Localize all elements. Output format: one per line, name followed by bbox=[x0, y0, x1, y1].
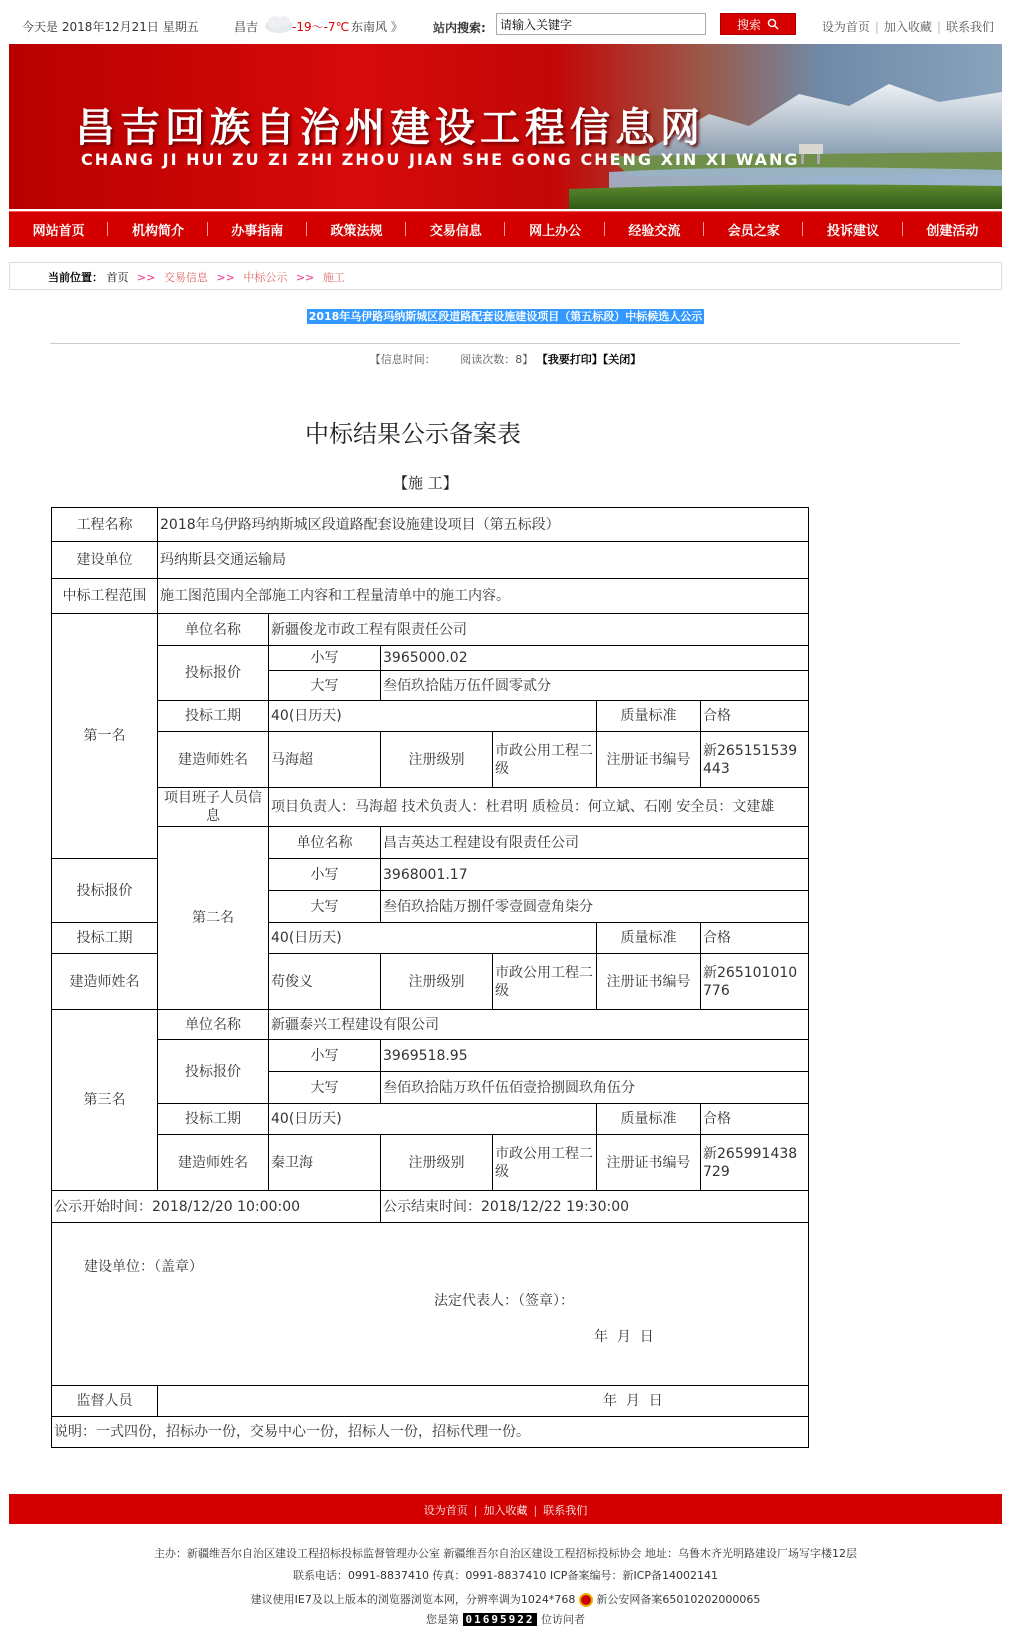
search-button-label: 搜索 bbox=[736, 17, 761, 32]
doc-subtitle: 【施 工】 bbox=[393, 474, 458, 492]
top-links: 设为首页 | 加入收藏 | 联系我们 bbox=[821, 20, 994, 34]
pub-end-label: 公示结束时间： bbox=[383, 1198, 481, 1215]
footer-fav-link[interactable]: 加入收藏 bbox=[483, 1504, 528, 1517]
label-lower: 小写 bbox=[269, 646, 381, 671]
set-homepage-link[interactable]: 设为首页 bbox=[821, 20, 870, 34]
table-row bbox=[52, 1417, 809, 1448]
rank-1-price-upper: 叁佰玖拾陆万伍仟圆零贰分 bbox=[381, 671, 809, 701]
label-company: 单位名称 bbox=[269, 827, 381, 859]
label-company: 单位名称 bbox=[158, 614, 269, 646]
visit-count: 01695922 bbox=[463, 1613, 538, 1626]
label-builder: 建造师姓名 bbox=[158, 1135, 269, 1191]
owner: 玛纳斯县交通运输局 bbox=[158, 542, 809, 579]
breadcrumb bbox=[9, 262, 1002, 290]
supervisor-date: 年 月 日 bbox=[158, 1386, 809, 1417]
table-row bbox=[52, 827, 809, 859]
label-quality: 质量标准 bbox=[597, 701, 701, 732]
rank-3-price-lower: 3969518.95 bbox=[381, 1040, 809, 1072]
search-label: 站内搜索: bbox=[433, 21, 486, 35]
table-row bbox=[52, 732, 809, 788]
breadcrumb-construction[interactable]: 施工 bbox=[322, 271, 345, 284]
rank-1-price-lower: 3965000.02 bbox=[381, 646, 809, 671]
rank-1-builder: 马海超 bbox=[269, 732, 381, 788]
footer-contact-info: 联系电话：0991-8837410 传真：0991-8837410 ICP备案编号：新ICP备14002141 bbox=[292, 1569, 718, 1582]
label-bid-price: 投标报价 bbox=[158, 1040, 269, 1104]
pub-start-value: 2018/12/20 10:00:00 bbox=[152, 1198, 301, 1215]
table-row bbox=[52, 1040, 809, 1072]
table-row bbox=[52, 508, 809, 542]
rank-2-price-lower: 3968001.17 bbox=[381, 859, 809, 891]
rank-1-period: 40(日历天) bbox=[269, 701, 597, 732]
footer-sponsor: 主办：新疆维吾尔自治区建设工程招标投标监督管理办公室 新疆维吾尔自治区建设工程招标投标协会 地址：乌鲁木齐光明路建设厂场写字楼12层 bbox=[154, 1547, 857, 1560]
label-reg-level: 注册级别 bbox=[381, 732, 493, 788]
print-link[interactable]: 【我要打印】 bbox=[536, 353, 603, 366]
weather-city: 昌吉 bbox=[234, 20, 259, 34]
views-label: 阅读次数： bbox=[460, 353, 516, 366]
table-row bbox=[52, 1191, 809, 1223]
note: 说明：一式四份，招标办一份，交易中心一份，招标人一份，招标代理一份。 bbox=[52, 1417, 809, 1448]
label-reg-level: 注册级别 bbox=[381, 1135, 493, 1191]
site-title-en: CHANG JI HUI ZU ZI ZHI ZHOU JIAN SHE GONG CHENG XIN XI WANG bbox=[81, 150, 800, 169]
rank-1-quality: 合格 bbox=[701, 701, 809, 732]
close-link[interactable]: 【关闭】 bbox=[602, 353, 642, 366]
table-row bbox=[52, 614, 809, 646]
breadcrumb-home[interactable]: 首页 bbox=[106, 271, 129, 284]
browser-tip: 建议使用IE7及以上版本的浏览器浏览本网，分辨率调为1024*768 bbox=[250, 1593, 576, 1606]
table-row bbox=[52, 1386, 809, 1417]
rank-3-period: 40(日历天) bbox=[269, 1104, 597, 1135]
project-name: 2018年乌伊路玛纳斯城区段道路配套设施建设项目（第五标段） bbox=[158, 508, 809, 542]
rank-2-period: 40(日历天) bbox=[269, 923, 597, 954]
table-row bbox=[52, 788, 809, 827]
table-row bbox=[52, 579, 809, 614]
nav-experience[interactable]: 经验交流 bbox=[605, 220, 704, 239]
nav-home[interactable]: 网站首页 bbox=[9, 220, 108, 239]
label-bid-price: 投标报价 bbox=[52, 859, 158, 923]
label-cert: 注册证书编号 bbox=[597, 954, 701, 1010]
table-row bbox=[52, 542, 809, 579]
sign-date: 年 月 日 bbox=[594, 1329, 654, 1345]
label-owner: 建设单位 bbox=[52, 542, 158, 579]
rank-3-company: 新疆泰兴工程建设有限公司 bbox=[269, 1010, 809, 1040]
label-builder: 建造师姓名 bbox=[158, 732, 269, 788]
visit-pre: 您是第 bbox=[426, 1613, 459, 1626]
label-lower: 小写 bbox=[269, 859, 381, 891]
table-row bbox=[52, 1010, 809, 1040]
pub-start-label: 公示开始时间： bbox=[54, 1198, 152, 1215]
add-favorite-link[interactable]: 加入收藏 bbox=[883, 20, 932, 34]
rank-3-cert: 新265991438729 bbox=[701, 1135, 809, 1191]
divider bbox=[50, 343, 960, 344]
current-date: 今天是 2018年12月21日 星期五 bbox=[22, 20, 199, 34]
breadcrumb-sep: >> bbox=[295, 271, 315, 284]
contact-link[interactable]: 联系我们 bbox=[945, 20, 994, 34]
rank-1: 第一名 bbox=[52, 614, 158, 859]
table-row bbox=[52, 701, 809, 732]
article-meta bbox=[0, 351, 1011, 367]
article-title-text: 2018年乌伊路玛纳斯城区段道路配套设施建设项目（第五标段）中标候选人公示 bbox=[308, 310, 703, 323]
nav-about[interactable]: 机构简介 bbox=[108, 220, 207, 239]
footer-home-link[interactable]: 设为首页 bbox=[423, 1504, 468, 1517]
rank-2-quality: 合格 bbox=[701, 923, 809, 954]
rank-3-price-upper: 叁佰玖拾陆万玖仟伍佰壹拾捌圆玖角伍分 bbox=[381, 1072, 809, 1104]
label-cert: 注册证书编号 bbox=[597, 732, 701, 788]
rank-1-team: 项目负责人：马海超 技术负责人：杜君明 质检员：何立斌、石刚 安全员：文建雄 bbox=[269, 788, 809, 827]
site-banner bbox=[9, 44, 1002, 209]
rank-2: 第二名 bbox=[158, 827, 269, 1010]
rank-1-cert: 新265151539443 bbox=[701, 732, 809, 788]
views-count: 8 bbox=[515, 353, 523, 366]
search-button[interactable] bbox=[720, 13, 796, 35]
award-table bbox=[51, 507, 809, 1448]
nav-members[interactable]: 会员之家 bbox=[704, 220, 803, 239]
breadcrumb-award[interactable]: 中标公示 bbox=[243, 271, 288, 284]
top-bar bbox=[9, 10, 1002, 42]
breadcrumb-sep: >> bbox=[216, 271, 235, 284]
pub-start bbox=[52, 1191, 381, 1223]
rank-1-company: 新疆俊龙市政工程有限责任公司 bbox=[269, 614, 809, 646]
breadcrumb-trade[interactable]: 交易信息 bbox=[163, 271, 208, 284]
rank-3-builder: 秦卫海 bbox=[269, 1135, 381, 1191]
nav-guide[interactable]: 办事指南 bbox=[208, 220, 307, 239]
label-period: 投标工期 bbox=[52, 923, 158, 954]
main-nav bbox=[9, 211, 1002, 247]
label-upper: 大写 bbox=[269, 1072, 381, 1104]
nav-complaint[interactable]: 投诉建议 bbox=[803, 220, 902, 239]
breadcrumb-label: 当前位置： bbox=[48, 271, 103, 284]
label-quality: 质量标准 bbox=[597, 1104, 701, 1135]
footer-contact-link[interactable]: 联系我们 bbox=[543, 1504, 588, 1517]
label-upper: 大写 bbox=[269, 891, 381, 923]
label-company: 单位名称 bbox=[158, 1010, 269, 1040]
site-title-cn: 昌吉回族自治州建设工程信息网 bbox=[75, 104, 705, 151]
owner-seal: 建设单位：（盖章） bbox=[84, 1259, 203, 1275]
search-icon bbox=[767, 18, 779, 30]
label-project-name: 工程名称 bbox=[52, 508, 158, 542]
label-cert: 注册证书编号 bbox=[597, 1135, 701, 1191]
rank-3: 第三名 bbox=[52, 1010, 158, 1191]
footer-browser bbox=[0, 1591, 1011, 1607]
table-row bbox=[52, 1104, 809, 1135]
legal-rep: 法定代表人：（签章）： bbox=[434, 1293, 574, 1309]
police-badge-icon bbox=[579, 1593, 593, 1607]
visit-counter bbox=[0, 1611, 1011, 1627]
rank-2-company: 昌吉英达工程建设有限责任公司 bbox=[381, 827, 809, 859]
footer-bar: 设为首页 | 加入收藏 | 联系我们 bbox=[9, 1494, 1002, 1524]
signature-area bbox=[52, 1223, 809, 1386]
table-row bbox=[52, 646, 809, 671]
label-reg-level: 注册级别 bbox=[381, 954, 493, 1010]
label-period: 投标工期 bbox=[158, 701, 269, 732]
table-row bbox=[52, 1135, 809, 1191]
rank-2-cert: 新265101010776 bbox=[701, 954, 809, 1010]
rank-3-level: 市政公用工程二级 bbox=[493, 1135, 597, 1191]
visit-post: 位访问者 bbox=[540, 1613, 585, 1626]
rank-2-level: 市政公用工程二级 bbox=[493, 954, 597, 1010]
pub-end bbox=[381, 1191, 809, 1223]
label-quality: 质量标准 bbox=[597, 923, 701, 954]
search-input[interactable] bbox=[496, 13, 706, 35]
label-scope: 中标工程范围 bbox=[52, 579, 158, 614]
rank-1-level: 市政公用工程二级 bbox=[493, 732, 597, 788]
label-builder: 建造师姓名 bbox=[52, 954, 158, 1010]
police-record: 新公安网备案65010202000065 bbox=[596, 1593, 761, 1606]
label-upper: 大写 bbox=[269, 671, 381, 701]
label-lower: 小写 bbox=[269, 1040, 381, 1072]
nav-trade[interactable]: 交易信息 bbox=[406, 220, 505, 239]
info-time: 【信息时间： bbox=[369, 353, 436, 366]
rank-3-quality: 合格 bbox=[701, 1104, 809, 1135]
table-row bbox=[52, 1223, 809, 1386]
label-supervisor: 监督人员 bbox=[52, 1386, 158, 1417]
breadcrumb-sep: >> bbox=[137, 271, 156, 284]
label-bid-price: 投标报价 bbox=[158, 646, 269, 701]
nav-office[interactable]: 网上办公 bbox=[505, 220, 604, 239]
article-title bbox=[0, 308, 1011, 324]
rank-2-price-upper: 叁佰玖拾陆万捌仟零壹圆壹角柒分 bbox=[381, 891, 809, 923]
nav-policy[interactable]: 政策法规 bbox=[307, 220, 406, 239]
scope: 施工图范围内全部施工内容和工程量清单中的施工内容。 bbox=[158, 579, 809, 614]
label-team: 项目班子人员信息 bbox=[158, 788, 269, 827]
rank-2-builder: 苟俊义 bbox=[269, 954, 381, 1010]
label-period: 投标工期 bbox=[158, 1104, 269, 1135]
weather-wind: 东南风 》 bbox=[351, 20, 403, 34]
weather-temperature: -19～-7℃ bbox=[292, 20, 350, 34]
meta-bracket: 】 bbox=[522, 353, 534, 366]
doc-title: 中标结果公示备案表 bbox=[305, 420, 521, 448]
nav-activity[interactable]: 创建活动 bbox=[926, 224, 979, 239]
pub-end-value: 2018/12/22 19:30:00 bbox=[481, 1198, 630, 1215]
